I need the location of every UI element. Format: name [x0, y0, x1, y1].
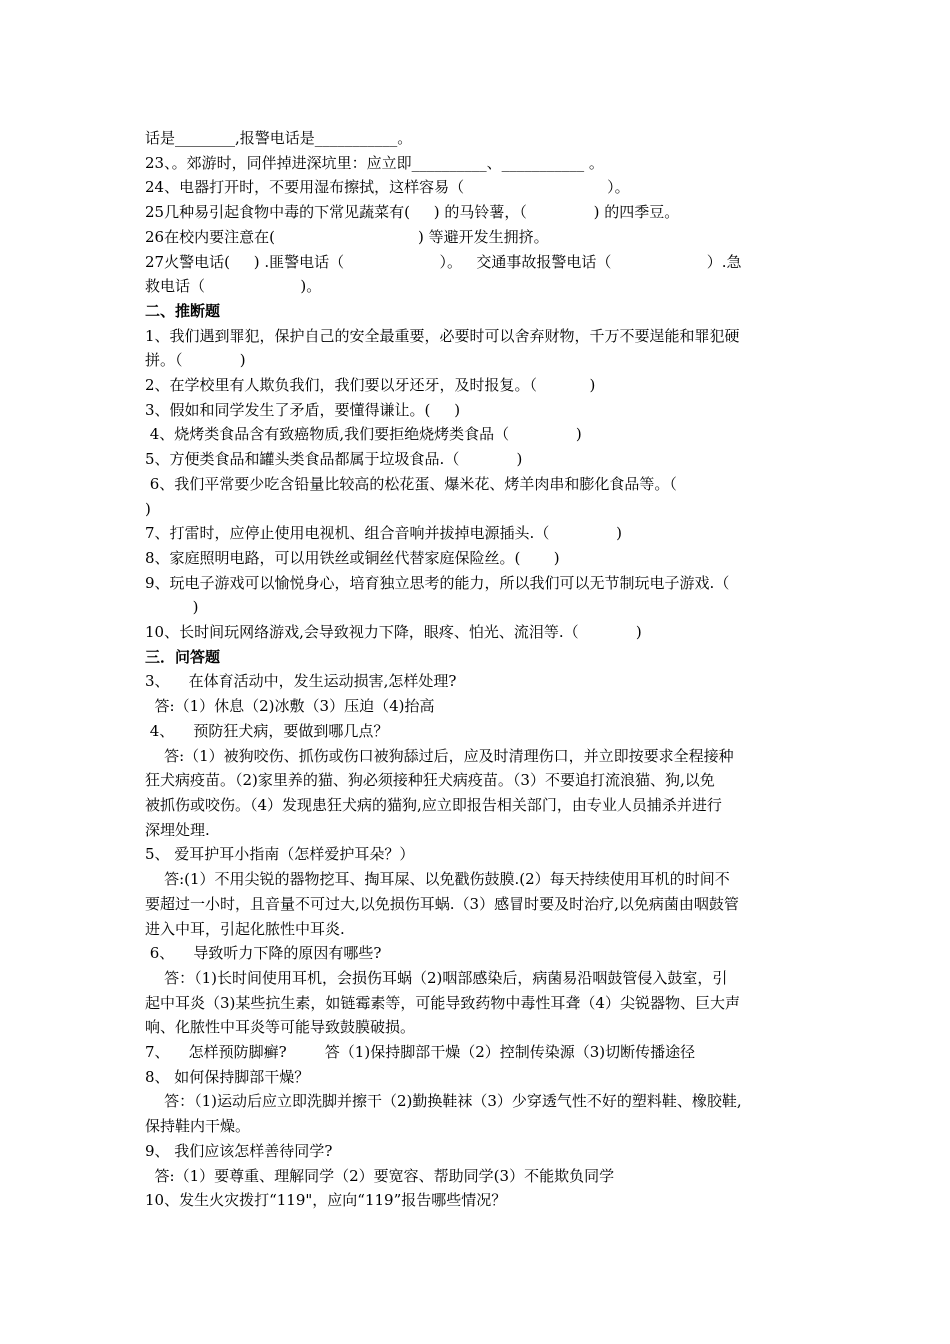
- text-line: 2、在学校里有人欺负我们，我们要以牙还牙，及时报复。（ ): [145, 376, 596, 395]
- text-line: 7、打雷时，应停止使用电视机、组合音响并拔掉电源插头.（ ): [145, 524, 622, 543]
- text-line: 26在校内要注意在( ) 等避开发生拥挤。: [145, 227, 549, 246]
- text-line: 27火警电话( ) .匪警电话（ ）。 交通事故报警电话（ ）.急: [145, 252, 742, 271]
- text-line: 答:(1）不用尖锐的器物挖耳、掏耳屎、以免戳伤鼓膜.(2）每天持续使用耳机的时间不: [145, 870, 730, 889]
- text-line: 24、电器打开时，不要用湿布擦拭，这样容易（ ）。: [145, 178, 630, 197]
- text-line: 5、 爱耳护耳小指南（怎样爱护耳朵？）: [145, 845, 415, 864]
- text-line: 答:（1）休息（2)冰敷（3）压迫（4)抬高: [145, 697, 435, 716]
- text-line: 答：（1)运动后应立即洗脚并擦干（2)勤换鞋袜（3）少穿透气性不好的塑料鞋、橡胶鞋,: [145, 1092, 742, 1111]
- text-line: 狂犬病疫苗。（2)家里养的猫、狗必须接种狂犬病疫苗。（3）不要追打流浪猫、狗,以免: [145, 771, 715, 790]
- section-heading: 三．问答题: [145, 647, 221, 666]
- text-line: 要超过一小时，且音量不可过大,以免损伤耳蜗.（3）感冒时要及时治疗,以免病菌由咽鼓管: [145, 894, 739, 913]
- text-line: 10、长时间玩网络游戏,会导致视力下降，眼疼、怕光、流泪等.（ ): [145, 623, 642, 642]
- text-line: 4、 预防狂犬病，要做到哪几点？: [145, 721, 389, 740]
- text-line: 3、 在体育活动中，发生运动损害,怎样处理?: [145, 672, 457, 691]
- text-line: 8、家庭照明电路，可以用铁丝或铜丝代替家庭保险丝。( ): [145, 548, 560, 567]
- text-line: 3、假如和同学发生了矛盾，要懂得谦让。( ): [145, 400, 461, 419]
- text-line: 保持鞋内干燥。: [145, 1117, 251, 1136]
- text-line: 5、方便类食品和罐头类食品都属于垃圾食品.（ ): [145, 450, 523, 469]
- text-line: 拼。（ ): [145, 351, 246, 370]
- text-line: 答：（1)长时间使用耳机，会损伤耳蜗（2)咽部感染后，病菌易沿咽鼓管侵入鼓室，引: [145, 968, 728, 987]
- text-line: 8、 如何保持脚部干燥？: [145, 1067, 310, 1086]
- text-line: 进入中耳，引起化脓性中耳炎.: [145, 919, 345, 938]
- text-line: 深埋处理.: [145, 820, 210, 839]
- text-line: 答:（1）要尊重、理解同学（2）要宽容、帮助同学(3）不能欺负同学: [145, 1166, 615, 1185]
- text-line: 25几种易引起食物中毒的下常见蔬菜有( ) 的马铃薯，（ ) 的四季豆。: [145, 203, 680, 222]
- text-line: 1、我们遇到罪犯，保护自己的安全最重要，必要时可以舍弃财物，千万不要逞能和罪犯硬: [145, 326, 740, 345]
- text-line: 7、 怎样预防脚癣? 答（1)保持脚部干燥（2）控制传染源（3)切断传播途径: [145, 1043, 696, 1062]
- text-line: 9、玩电子游戏可以愉悦身心，培育独立思考的能力，所以我们可以无节制玩电子游戏.（: [145, 573, 730, 592]
- text-line: ): [145, 598, 199, 617]
- text-line: 4、烧烤类食品含有致癌物质,我们要拒绝烧烤类食品（ ): [145, 425, 582, 444]
- text-line: 10、发生火灾拨打“119"，应向“119”报告哪些情况？: [145, 1191, 507, 1210]
- text-line: 6、我们平常要少吃含铅量比较高的松花蛋、爆米花、烤羊肉串和膨化食品等。（: [145, 474, 677, 493]
- text-line: 23、。郊游时，同伴掉进深坑里：应立即__________、___________ 。: [145, 153, 604, 172]
- text-line: 9、 我们应该怎样善待同学?: [145, 1141, 333, 1160]
- text-line: 起中耳炎（3)某些抗生素，如链霉素等，可能导致药物中毒性耳聋（4）尖锐器物、巨大声: [145, 993, 740, 1012]
- text-line: 救电话（ )。: [145, 277, 322, 296]
- text-line: 被抓伤或咬伤。（4）发现患狂犬病的猫狗,应立即报告相关部门，由专业人员捕杀并进行: [145, 795, 722, 814]
- text-line: 话是________,报警电话是___________。: [145, 129, 413, 147]
- text-line: 6、 导致听力下降的原因有哪些?: [145, 944, 382, 963]
- text-line: 响、化脓性中耳炎等可能导致鼓膜破损。: [145, 1018, 416, 1037]
- document-body: [145, 126, 810, 1213]
- text-line: ): [145, 499, 151, 518]
- section-heading: 二、推断题: [145, 301, 221, 320]
- text-line: 答:（1）被狗咬伤、抓伤或伤口被狗舔过后，应及时清理伤口，并立即按要求全程接种: [145, 746, 734, 765]
